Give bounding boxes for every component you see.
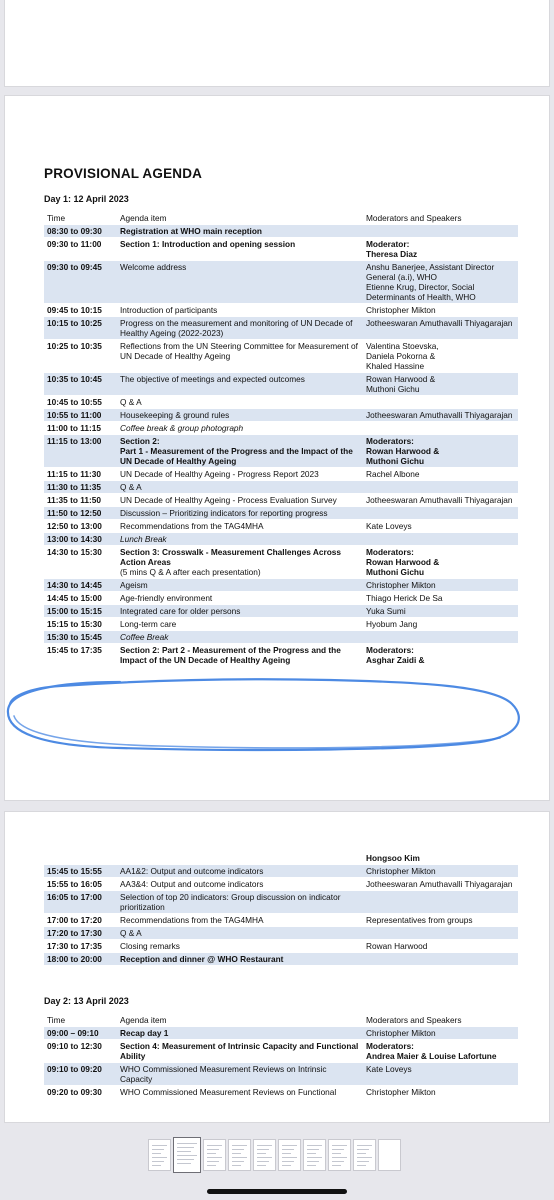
agenda-row [44,631,518,644]
agenda-row [44,878,518,891]
page-thumbnail[interactable] [353,1139,376,1171]
row-agenda-item: Section 3: Crosswalk - Measurement Challenges Across Action Areas (5 mins Q & A after each presentation) [117,546,363,579]
page-thumbnail[interactable] [148,1139,171,1171]
row-moderators: Rachel Albone [363,468,518,481]
row-time: 15:45 to 17:35 [44,644,117,667]
row-agenda-item: Registration at WHO main reception [117,225,363,238]
row-agenda-item: The objective of meetings and expected outcomes [117,373,363,396]
agenda-row [44,422,518,435]
agenda-row [44,1063,518,1086]
row-time: 10:55 to 11:00 [44,409,117,422]
row-agenda-item: AA3&4: Output and outcome indicators [117,878,363,891]
page-thumbnail[interactable] [378,1139,401,1171]
row-agenda-item: Q & A [117,396,363,409]
agenda-row [44,940,518,953]
row-agenda-item: WHO Commissioned Measurement Reviews on Functional [117,1086,363,1099]
row-time: 17:00 to 17:20 [44,914,117,927]
agenda-row [44,865,518,878]
row-moderators: Valentina Stoevska, Daniela Pokorna & Khaled Hassine [363,340,518,373]
row-time: 11:50 to 12:50 [44,507,117,520]
row-moderators: Jotheeswaran Amuthavalli Thiyagarajan [363,494,518,507]
header-moderators: Moderators and Speakers [363,212,518,225]
agenda-row [44,435,518,468]
row-time: 09:30 to 09:45 [44,261,117,304]
agenda-row [44,238,518,261]
agenda-row [44,1040,518,1063]
row-moderators: Hyobum Jang [363,618,518,631]
row-agenda-item: Section 1: Introduction and opening session [117,238,363,261]
row-time: 09:45 to 10:15 [44,304,117,317]
row-moderators [363,927,518,940]
row-moderators [363,396,518,409]
agenda-row [44,914,518,927]
agenda-row [44,618,518,631]
row-moderators: Yuka Sumi [363,605,518,618]
day1-heading: Day 1: 12 April 2023 [44,194,129,204]
header-time: Time [44,212,117,225]
document-page-2 [5,812,549,1122]
row-agenda-item: Q & A [117,927,363,940]
header-agenda-item: Agenda item [117,212,363,225]
row-agenda-item: Recommendations from the TAG4MHA [117,914,363,927]
row-moderators: Hongsoo Kim [363,852,518,865]
agenda-row [44,494,518,507]
row-time: 10:25 to 10:35 [44,340,117,373]
agenda-row [44,507,518,520]
row-agenda-item: Selection of top 20 indicators: Group discussion on indicator prioritization [117,891,363,914]
agenda-row [44,396,518,409]
row-moderators: Moderators: Rowan Harwood & Muthoni Gichu [363,435,518,468]
home-indicator[interactable] [207,1189,347,1194]
agenda-row [44,1027,518,1040]
day1-agenda-table [44,212,518,667]
page-thumbnail-strip[interactable] [148,1137,401,1173]
row-time: 10:15 to 10:25 [44,317,117,340]
row-time: 15:30 to 15:45 [44,631,117,644]
row-time [44,852,117,865]
row-time: 10:45 to 10:55 [44,396,117,409]
agenda-row [44,546,518,579]
agenda-row [44,373,518,396]
row-agenda-item: Closing remarks [117,940,363,953]
row-time: 17:30 to 17:35 [44,940,117,953]
row-agenda-item: Recommendations from the TAG4MHA [117,520,363,533]
table-header-row [44,212,518,225]
row-agenda-item: Section 2: Part 1 - Measurement of the Progress and the Impact of the UN Decade of Healthy Ageing [117,435,363,468]
row-agenda-item: AA1&2: Output and outcome indicators [117,865,363,878]
row-moderators: Christopher Mikton [363,865,518,878]
row-moderators: Moderators: Andrea Maier & Louise Lafortune [363,1040,518,1063]
agenda-row [44,1086,518,1099]
row-time: 17:20 to 17:30 [44,927,117,940]
row-time: 15:15 to 15:30 [44,618,117,631]
agenda-row [44,340,518,373]
row-agenda-item: Section 4: Measurement of Intrinsic Capacity and Functional Ability [117,1040,363,1063]
page-title: PROVISIONAL AGENDA [44,166,203,181]
agenda-row [44,481,518,494]
row-moderators: Rowan Harwood & Muthoni Gichu [363,373,518,396]
table-header-row [44,1014,518,1027]
row-agenda-item: Recap day 1 [117,1027,363,1040]
row-agenda-item: Age-friendly environment [117,592,363,605]
agenda-row [44,953,518,966]
row-agenda-item: Ageism [117,579,363,592]
agenda-row [44,468,518,481]
row-moderators: Kate Loveys [363,1063,518,1086]
agenda-row [44,579,518,592]
page-thumbnail[interactable] [328,1139,351,1171]
row-moderators [363,481,518,494]
row-agenda-item: Q & A [117,481,363,494]
page-thumbnail[interactable] [253,1139,276,1171]
row-moderators: Christopher Mikton [363,1027,518,1040]
row-time: 11:30 to 11:35 [44,481,117,494]
row-time: 09:10 to 12:30 [44,1040,117,1063]
agenda-row [44,520,518,533]
row-time: 14:45 to 15:00 [44,592,117,605]
row-agenda-item: Coffee break & group photograph [117,422,363,435]
row-time: 09:10 to 09:20 [44,1063,117,1086]
row-moderators [363,507,518,520]
row-agenda-item: Reception and dinner @ WHO Restaurant [117,953,363,966]
row-moderators: Moderators: Asghar Zaidi & [363,644,518,667]
row-moderators [363,533,518,546]
row-moderators: Christopher Mikton [363,304,518,317]
header-agenda-item: Agenda item [117,1014,363,1027]
row-moderators: Rowan Harwood [363,940,518,953]
row-time: 08:30 to 09:30 [44,225,117,238]
day1-agenda-table-continued [44,852,518,966]
row-moderators: Jotheeswaran Amuthavalli Thiyagarajan [363,409,518,422]
row-agenda-item: UN Decade of Healthy Ageing - Process Evaluation Survey [117,494,363,507]
page-thumbnail[interactable] [228,1139,251,1171]
row-agenda-item: Progress on the measurement and monitoring of UN Decade of Healthy Ageing (2022-2023) [117,317,363,340]
header-moderators: Moderators and Speakers [363,1014,518,1027]
row-moderators: Moderators: Rowan Harwood & Muthoni Gichu [363,546,518,579]
previous-page [5,0,549,86]
agenda-row [44,304,518,317]
row-agenda-item [117,852,363,865]
row-agenda-item: Housekeeping & ground rules [117,409,363,422]
row-moderators [363,631,518,644]
row-moderators: Representatives from groups [363,914,518,927]
day2-heading: Day 2: 13 April 2023 [44,996,129,1006]
row-agenda-item: Coffee Break [117,631,363,644]
agenda-row [44,317,518,340]
row-time: 18:00 to 20:00 [44,953,117,966]
agenda-row [44,644,518,667]
page-thumbnail[interactable] [278,1139,301,1171]
row-agenda-item: Lunch Break [117,533,363,546]
header-time: Time [44,1014,117,1027]
row-time: 11:35 to 11:50 [44,494,117,507]
agenda-row [44,225,518,238]
page-thumbnail[interactable] [303,1139,326,1171]
row-moderators: Jotheeswaran Amuthavalli Thiyagarajan [363,317,518,340]
page-thumbnail[interactable] [203,1139,226,1171]
agenda-row [44,927,518,940]
row-time: 11:15 to 13:00 [44,435,117,468]
row-time: 11:15 to 11:30 [44,468,117,481]
row-agenda-item: Section 2: Part 2 - Measurement of the Progress and the Impact of the UN Decade of Healthy Ageing [117,644,363,667]
row-moderators [363,891,518,914]
row-moderators [363,225,518,238]
row-time: 12:50 to 13:00 [44,520,117,533]
row-time: 15:00 to 15:15 [44,605,117,618]
row-agenda-item: Introduction of participants [117,304,363,317]
row-time: 09:30 to 11:00 [44,238,117,261]
agenda-row [44,409,518,422]
row-agenda-item: Discussion – Prioritizing indicators for reporting progress [117,507,363,520]
row-time: 10:35 to 10:45 [44,373,117,396]
row-moderators: Christopher Mikton [363,1086,518,1099]
page-thumbnail[interactable] [173,1137,201,1173]
row-moderators [363,422,518,435]
agenda-row [44,592,518,605]
row-time: 15:45 to 15:55 [44,865,117,878]
row-agenda-item: Reflections from the UN Steering Committee for Measurement of UN Decade of Healthy Ageing [117,340,363,373]
row-agenda-item: Integrated care for older persons [117,605,363,618]
row-time: 16:05 to 17:00 [44,891,117,914]
agenda-row [44,605,518,618]
row-moderators: Christopher Mikton [363,579,518,592]
agenda-row [44,261,518,304]
row-moderators: Anshu Banerjee, Assistant Director General (a.i), WHO Etienne Krug, Director, Social Determinants of Health, WHO [363,261,518,304]
row-agenda-item: Welcome address [117,261,363,304]
day2-agenda-table [44,1014,518,1099]
row-agenda-item: UN Decade of Healthy Ageing - Progress Report 2023 [117,468,363,481]
agenda-row [44,891,518,914]
row-moderators: Kate Loveys [363,520,518,533]
row-time: 09:00 – 09:10 [44,1027,117,1040]
row-moderators: Moderator: Theresa Diaz [363,238,518,261]
row-agenda-item: WHO Commissioned Measurement Reviews on Intrinsic Capacity [117,1063,363,1086]
row-agenda-item: Long-term care [117,618,363,631]
row-time: 14:30 to 14:45 [44,579,117,592]
agenda-row [44,852,518,865]
row-time: 11:00 to 11:15 [44,422,117,435]
document-page-1 [5,96,549,800]
row-moderators: Jotheeswaran Amuthavalli Thiyagarajan [363,878,518,891]
row-moderators: Thiago Herick De Sa [363,592,518,605]
agenda-row [44,533,518,546]
row-moderators [363,953,518,966]
row-time: 13:00 to 14:30 [44,533,117,546]
row-time: 09:20 to 09:30 [44,1086,117,1099]
row-time: 14:30 to 15:30 [44,546,117,579]
row-time: 15:55 to 16:05 [44,878,117,891]
